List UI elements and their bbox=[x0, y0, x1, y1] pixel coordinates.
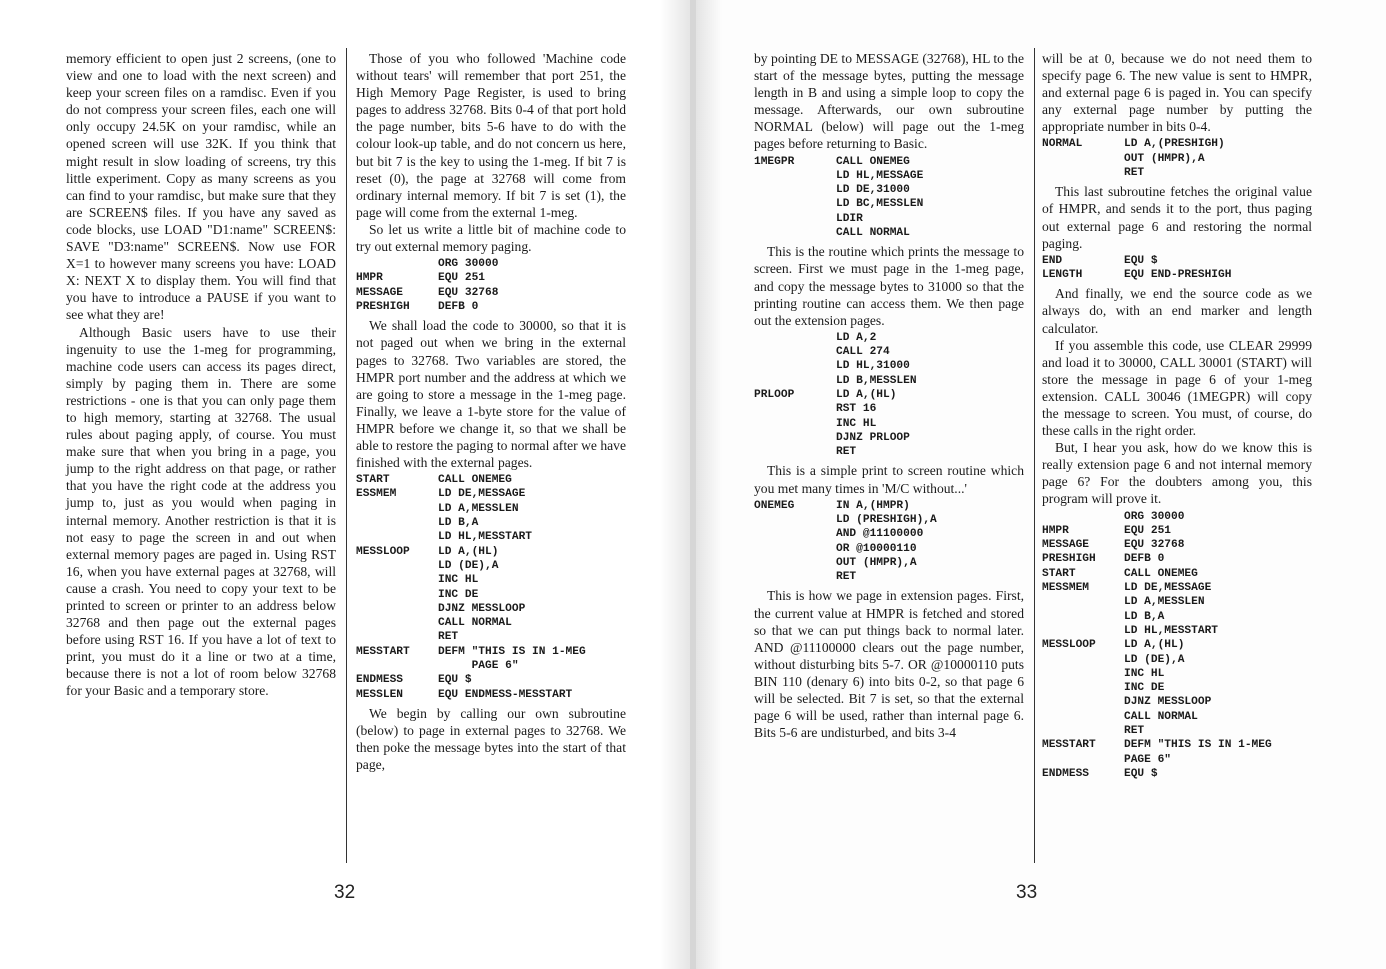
code-line bbox=[356, 659, 626, 673]
gutter-shadow bbox=[696, 0, 722, 969]
code-line bbox=[1042, 166, 1312, 180]
code-instruction: LD B,A bbox=[1124, 610, 1165, 623]
code-label: START bbox=[1042, 567, 1076, 580]
code-label: ENDMESS bbox=[356, 674, 403, 687]
code-instruction: LD A,MESSLEN bbox=[438, 502, 519, 515]
code-label: MESSTART bbox=[356, 645, 410, 658]
code-instruction: AND @11100000 bbox=[836, 528, 924, 541]
code-line bbox=[356, 630, 626, 644]
code-instruction: EQU $ bbox=[438, 674, 472, 687]
code-label bbox=[1042, 624, 1124, 638]
gutter-shadow bbox=[660, 0, 690, 969]
code-label bbox=[1042, 510, 1124, 524]
code-label bbox=[356, 573, 438, 587]
code-line bbox=[1042, 552, 1312, 566]
code-label: MESSMEM bbox=[1042, 582, 1089, 595]
code-instruction: LD BC,MESSLEN bbox=[836, 198, 924, 211]
code-instruction: EQU ENDMESS-MESSTART bbox=[438, 688, 573, 701]
paragraph: If you assemble this code, use CLEAR 29999 and load it to 30000, CALL 30001 (START) will store the message in page 6 of your 1-meg extension. CALL 30046 (1MEGPR) will copy the message to screen. You must, of course, do these calls in the right order. bbox=[1042, 337, 1312, 439]
code-label bbox=[754, 513, 836, 527]
code-label bbox=[1042, 166, 1124, 180]
code-label: ONEMEG bbox=[754, 499, 795, 512]
code-line bbox=[356, 257, 626, 271]
code-instruction: EQU 32768 bbox=[438, 286, 499, 299]
code-label bbox=[356, 559, 438, 573]
code-line bbox=[1042, 137, 1312, 151]
code-label bbox=[754, 359, 836, 373]
code-label bbox=[754, 431, 836, 445]
code-instruction: INC DE bbox=[438, 588, 479, 601]
code-line bbox=[754, 388, 1024, 402]
code-label bbox=[356, 630, 438, 644]
code-line bbox=[356, 545, 626, 559]
code-instruction: INC HL bbox=[438, 574, 479, 587]
left-page-column-1 bbox=[66, 50, 336, 700]
column-divider bbox=[1034, 48, 1035, 863]
code-instruction: CALL NORMAL bbox=[438, 617, 512, 630]
code-label bbox=[356, 502, 438, 516]
code-listing bbox=[754, 331, 1024, 460]
paragraph: memory efficient to open just 2 screens, (one to view and one to load with the next screen) and keep your screen files on a ramdisc. Even if you do not compress your screen files, each one will only occupy 24.5K on your ramdisc, while an opened screen will use 32K. If you think that might result in slow loading of screens, try this little experiment. Copy as many screens as you can find to your ramdisc, but make sure that they are SCREEN$ files. If you have any saved as code blocks, use LOAD "D1:name" SCREEN$: SAVE "D3:name" SCREEN$. Now use FOR X=1 to however many screens you have: LOAD X: NEXT X to display them. You will find that you have to introduce a PAUSE if you want to see what they are! bbox=[66, 51, 336, 323]
code-line bbox=[356, 645, 626, 659]
code-line bbox=[1042, 268, 1312, 282]
code-instruction: RET bbox=[836, 571, 857, 584]
code-label bbox=[1042, 753, 1124, 767]
code-instruction: LD A,(HL) bbox=[836, 389, 897, 401]
code-label bbox=[356, 516, 438, 530]
code-instruction: LD HL,MESSAGE bbox=[836, 169, 924, 182]
page-number: 33 bbox=[1016, 882, 1038, 903]
code-listing bbox=[754, 155, 1024, 241]
code-instruction: CALL ONEMEG bbox=[1124, 567, 1198, 580]
column-divider bbox=[346, 48, 347, 863]
code-line bbox=[1042, 624, 1312, 638]
code-label: START bbox=[356, 474, 390, 487]
code-line bbox=[356, 530, 626, 544]
code-instruction: CALL ONEMEG bbox=[836, 155, 910, 168]
code-instruction: ORG 30000 bbox=[438, 258, 499, 271]
code-line bbox=[754, 570, 1024, 584]
code-line bbox=[754, 431, 1024, 445]
code-label bbox=[754, 542, 836, 556]
code-instruction: LD A,MESSLEN bbox=[1124, 596, 1205, 609]
code-label bbox=[1042, 152, 1124, 166]
code-instruction: EQU 251 bbox=[438, 272, 485, 285]
code-line bbox=[754, 345, 1024, 359]
code-label: MESSLEN bbox=[356, 688, 403, 701]
code-instruction: INC HL bbox=[836, 417, 877, 430]
code-label bbox=[754, 169, 836, 183]
code-label: MESSAGE bbox=[356, 286, 403, 299]
code-label bbox=[754, 197, 836, 211]
code-instruction: DEFM "THIS IS IN 1-MEG bbox=[438, 645, 586, 658]
code-line bbox=[1042, 710, 1312, 724]
code-instruction: LD (DE),A bbox=[438, 559, 499, 572]
code-label bbox=[356, 616, 438, 630]
code-line bbox=[1042, 538, 1312, 552]
code-label: NORMAL bbox=[1042, 138, 1083, 151]
code-line bbox=[1042, 695, 1312, 709]
code-instruction: LD DE,MESSAGE bbox=[438, 488, 526, 501]
code-listing bbox=[356, 473, 626, 702]
code-line bbox=[1042, 667, 1312, 681]
code-label bbox=[356, 659, 438, 673]
code-label bbox=[754, 527, 836, 541]
code-line bbox=[1042, 581, 1312, 595]
code-line bbox=[1042, 681, 1312, 695]
code-label bbox=[1042, 710, 1124, 724]
code-label bbox=[356, 257, 438, 271]
code-instruction: LD DE,MESSAGE bbox=[1124, 582, 1212, 595]
code-line bbox=[356, 559, 626, 573]
code-line bbox=[1042, 510, 1312, 524]
code-label bbox=[754, 212, 836, 226]
code-instruction: LD A,(HL) bbox=[1124, 639, 1185, 652]
paragraph: Those of you who followed 'Machine code without tears' will remember that port 251, the High Memory Page Register, is used to bring pages to address 32768. Bits 0-4 of that port hold the page number, bits 5-6 have to do with the colour look-up table, and do not concern us here, but bit 7 is the key to using the 1-meg. If bit 7 is reset (0), the page at 32768 will come from ordinary internal memory. If bit 7 is set (1), the page will come from the external 1-meg. bbox=[356, 51, 626, 220]
code-instruction: RET bbox=[438, 631, 459, 644]
code-line bbox=[1042, 753, 1312, 767]
code-label: END bbox=[1042, 254, 1063, 267]
code-label: LENGTH bbox=[1042, 269, 1083, 282]
code-listing bbox=[1042, 254, 1312, 283]
code-label bbox=[754, 374, 836, 388]
paragraph: We begin by calling our own subroutine (below) to page in external pages to 32768. We then poke the message bytes into the start of that page, bbox=[356, 705, 626, 773]
code-line bbox=[1042, 595, 1312, 609]
code-line bbox=[356, 573, 626, 587]
code-line bbox=[754, 183, 1024, 197]
code-instruction: RET bbox=[1124, 167, 1145, 180]
code-label bbox=[1042, 595, 1124, 609]
code-line bbox=[754, 226, 1024, 240]
left-page-column-2 bbox=[356, 50, 626, 773]
code-line bbox=[1042, 610, 1312, 624]
right-page-column-1 bbox=[754, 50, 1024, 741]
paragraph: So let us write a little bit of machine code to try out external memory paging. bbox=[356, 221, 626, 255]
code-instruction: INC DE bbox=[1124, 682, 1165, 695]
code-instruction: RET bbox=[836, 446, 857, 459]
code-line bbox=[754, 197, 1024, 211]
code-label: 1MEGPR bbox=[754, 155, 795, 168]
code-line bbox=[754, 527, 1024, 541]
paragraph: This is the routine which prints the message to screen. First we must page in the 1-meg page, and copy the message bytes to 31000 so that the printing routine can access them. We then page out the extension pages. bbox=[754, 244, 1024, 328]
paragraph: We shall load the code to 30000, so that it is not paged out when we bring in the external pages to 32768. Two variables are stored, the HMPR port number and the address at which we are going to store a message in the 1-meg page. Finally, we leave a 1-byte store for the value of HMPR before we change it, so that we shall be able to restore the paging to normal after we have finished with the external pages. bbox=[356, 318, 626, 471]
code-line bbox=[754, 417, 1024, 431]
code-listing bbox=[1042, 510, 1312, 782]
paragraph: will be at 0, because we do not need them to specify page 6. The new value is sent to HMPR, and external page 6 is paged in. You can specify any external page number by putting the appropriate number in bits 0-4. bbox=[1042, 51, 1312, 135]
code-instruction: DEFB 0 bbox=[1124, 553, 1165, 566]
code-instruction: LDIR bbox=[836, 212, 863, 225]
code-label: PRESHIGH bbox=[356, 301, 410, 314]
code-line bbox=[754, 513, 1024, 527]
code-instruction: LD HL,MESSTART bbox=[1124, 624, 1218, 637]
code-instruction: IN A,(HMPR) bbox=[836, 499, 910, 512]
code-line bbox=[754, 359, 1024, 373]
code-instruction: OUT (HMPR),A bbox=[836, 556, 917, 569]
code-instruction: PAGE 6" bbox=[438, 660, 519, 673]
code-instruction: ORG 30000 bbox=[1124, 510, 1185, 523]
code-instruction: LD A,(PRESHIGH) bbox=[1124, 138, 1225, 151]
code-line bbox=[1042, 638, 1312, 652]
code-label bbox=[754, 226, 836, 240]
code-line bbox=[1042, 254, 1312, 268]
code-line bbox=[754, 155, 1024, 169]
code-instruction: CALL 274 bbox=[836, 346, 890, 359]
code-label bbox=[1042, 681, 1124, 695]
code-line bbox=[754, 499, 1024, 513]
code-instruction: LD A,(HL) bbox=[438, 545, 499, 558]
code-instruction: RET bbox=[1124, 725, 1145, 737]
code-label bbox=[754, 556, 836, 570]
code-line bbox=[754, 212, 1024, 226]
code-instruction: RST 16 bbox=[836, 403, 877, 416]
code-line bbox=[1042, 653, 1312, 667]
code-line bbox=[356, 502, 626, 516]
code-label bbox=[356, 588, 438, 602]
code-line bbox=[754, 169, 1024, 183]
code-instruction: EQU $ bbox=[1124, 254, 1158, 267]
right-page-column-2 bbox=[1042, 50, 1312, 784]
code-label bbox=[754, 183, 836, 197]
code-line bbox=[1042, 152, 1312, 166]
code-listing bbox=[1042, 137, 1312, 180]
code-line bbox=[1042, 524, 1312, 538]
code-label bbox=[356, 602, 438, 616]
code-listing bbox=[754, 499, 1024, 585]
code-label: PRLOOP bbox=[754, 389, 795, 401]
code-label bbox=[1042, 695, 1124, 709]
code-label bbox=[356, 530, 438, 544]
code-label: ENDMESS bbox=[1042, 767, 1089, 780]
paragraph: Although Basic users have to use their ingenuity to use the 1-meg for programming, machine code users can access its pages direct, simply by paging them in. There are some restrictions - one is that you can only page them to high memory, starting at 32768. The usual rules about paging apply, of course. You must make sure that when you bring in a page, you jump to the right address on that page, or rather that you have the right code at the address you jump to, just as you would when paging in internal memory. Another restriction is that it is not easy to page the screen in and out when external memory pages are paged in. Using RST 16, when you have external pages at 32768, will cause a crash. You need to copy your text to be printed to screen or printer to an address below 32768 and then page out the external pages before using RST 16. If you have a lot of text to print, you must do it a line or two at a time, because there is not a lot of room below 32768 for your Basic and a temporary store. bbox=[66, 324, 336, 699]
code-line bbox=[356, 300, 626, 314]
code-label: HMPR bbox=[356, 272, 383, 285]
code-instruction: LD HL,31000 bbox=[836, 360, 910, 373]
code-label: PRESHIGH bbox=[1042, 553, 1096, 566]
code-instruction: LD (DE),A bbox=[1124, 653, 1185, 666]
code-label: MESSLOOP bbox=[1042, 639, 1096, 652]
code-line bbox=[1042, 567, 1312, 581]
code-line bbox=[356, 286, 626, 300]
code-instruction: DEFM "THIS IS IN 1-MEG bbox=[1124, 739, 1272, 752]
code-instruction: OUT (HMPR),A bbox=[1124, 152, 1205, 165]
code-label bbox=[754, 570, 836, 584]
code-label bbox=[754, 345, 836, 359]
paragraph: by pointing DE to MESSAGE (32768), HL to the start of the message bytes, putting the message length in B and using a simple loop to copy the message. Afterwards, our own subroutine NORMAL (below) will page out the 1-meg pages before returning to Basic. bbox=[754, 51, 1024, 152]
code-line bbox=[356, 616, 626, 630]
code-line bbox=[356, 588, 626, 602]
code-line bbox=[356, 473, 626, 487]
code-line bbox=[356, 271, 626, 285]
code-instruction: INC HL bbox=[1124, 667, 1165, 680]
paragraph: This is how we page in extension pages. First, the current value at HMPR is fetched and stored so that we can put things back to normal later. AND @11100000 clears out the page number, without disturbing bits 5-7. OR @10000110 puts BIN 110 (denary 6) into bits 0-2, so that page 6 will be selected. Bit 7 is set, so that the external page 6 will be used, rather than internal page 6. Bits 5-6 are undisturbed, and bits 3-4 bbox=[754, 588, 1024, 741]
left-page bbox=[0, 0, 690, 969]
page-number: 32 bbox=[334, 882, 356, 903]
code-instruction: CALL NORMAL bbox=[1124, 710, 1198, 723]
code-instruction: LD A,2 bbox=[836, 331, 877, 344]
code-instruction: DEFB 0 bbox=[438, 301, 479, 314]
code-instruction: DJNZ MESSLOOP bbox=[1124, 696, 1212, 709]
code-line bbox=[754, 402, 1024, 416]
code-instruction: LD B,MESSLEN bbox=[836, 374, 917, 387]
code-line bbox=[754, 556, 1024, 570]
code-listing bbox=[356, 257, 626, 314]
code-line bbox=[356, 673, 626, 687]
code-instruction: OR @10000110 bbox=[836, 542, 917, 555]
code-label: ESSMEM bbox=[356, 488, 397, 501]
code-instruction: PAGE 6" bbox=[1124, 753, 1171, 766]
code-line bbox=[754, 331, 1024, 345]
code-label bbox=[754, 402, 836, 416]
code-label bbox=[754, 445, 836, 459]
paragraph: But, I hear you ask, how do we know this is really extension page 6 and not internal memory page 6? For the doubters among you, this program will prove it. bbox=[1042, 440, 1312, 507]
code-label: MESSAGE bbox=[1042, 539, 1089, 552]
code-line bbox=[754, 542, 1024, 556]
code-label bbox=[754, 331, 836, 345]
code-instruction: DJNZ PRLOOP bbox=[836, 431, 910, 444]
code-instruction: EQU END-PRESHIGH bbox=[1124, 269, 1232, 282]
code-label bbox=[1042, 667, 1124, 681]
code-label bbox=[1042, 724, 1124, 738]
code-line bbox=[356, 602, 626, 616]
code-line bbox=[1042, 767, 1312, 781]
code-label: MESSTART bbox=[1042, 739, 1096, 752]
code-line bbox=[1042, 724, 1312, 738]
code-instruction: LD B,A bbox=[438, 517, 479, 530]
code-label bbox=[1042, 653, 1124, 667]
code-instruction: EQU $ bbox=[1124, 767, 1158, 780]
code-line bbox=[754, 374, 1024, 388]
code-instruction: CALL ONEMEG bbox=[438, 474, 512, 487]
code-label: MESSLOOP bbox=[356, 545, 410, 558]
code-line bbox=[356, 516, 626, 530]
code-instruction: EQU 32768 bbox=[1124, 539, 1185, 552]
code-instruction: LD DE,31000 bbox=[836, 184, 910, 197]
code-line bbox=[754, 445, 1024, 459]
code-line bbox=[1042, 738, 1312, 752]
code-instruction: EQU 251 bbox=[1124, 524, 1171, 537]
paragraph: This is a simple print to screen routine which you met many times in 'M/C without...' bbox=[754, 463, 1024, 496]
code-label bbox=[1042, 610, 1124, 624]
code-instruction: DJNZ MESSLOOP bbox=[438, 602, 526, 615]
right-page bbox=[696, 0, 1386, 969]
code-label bbox=[754, 417, 836, 431]
code-instruction: CALL NORMAL bbox=[836, 227, 910, 240]
code-line bbox=[356, 688, 626, 702]
code-line bbox=[356, 487, 626, 501]
code-instruction: LD (PRESHIGH),A bbox=[836, 513, 937, 526]
paragraph: This last subroutine fetches the original value of HMPR, and sends it to the port, thus paging out external page 6 and restoring the normal paging. bbox=[1042, 184, 1312, 251]
code-label: HMPR bbox=[1042, 524, 1069, 537]
code-instruction: LD HL,MESSTART bbox=[438, 531, 532, 544]
paragraph: And finally, we end the source code as we always do, with an end marker and length calculator. bbox=[1042, 286, 1312, 336]
